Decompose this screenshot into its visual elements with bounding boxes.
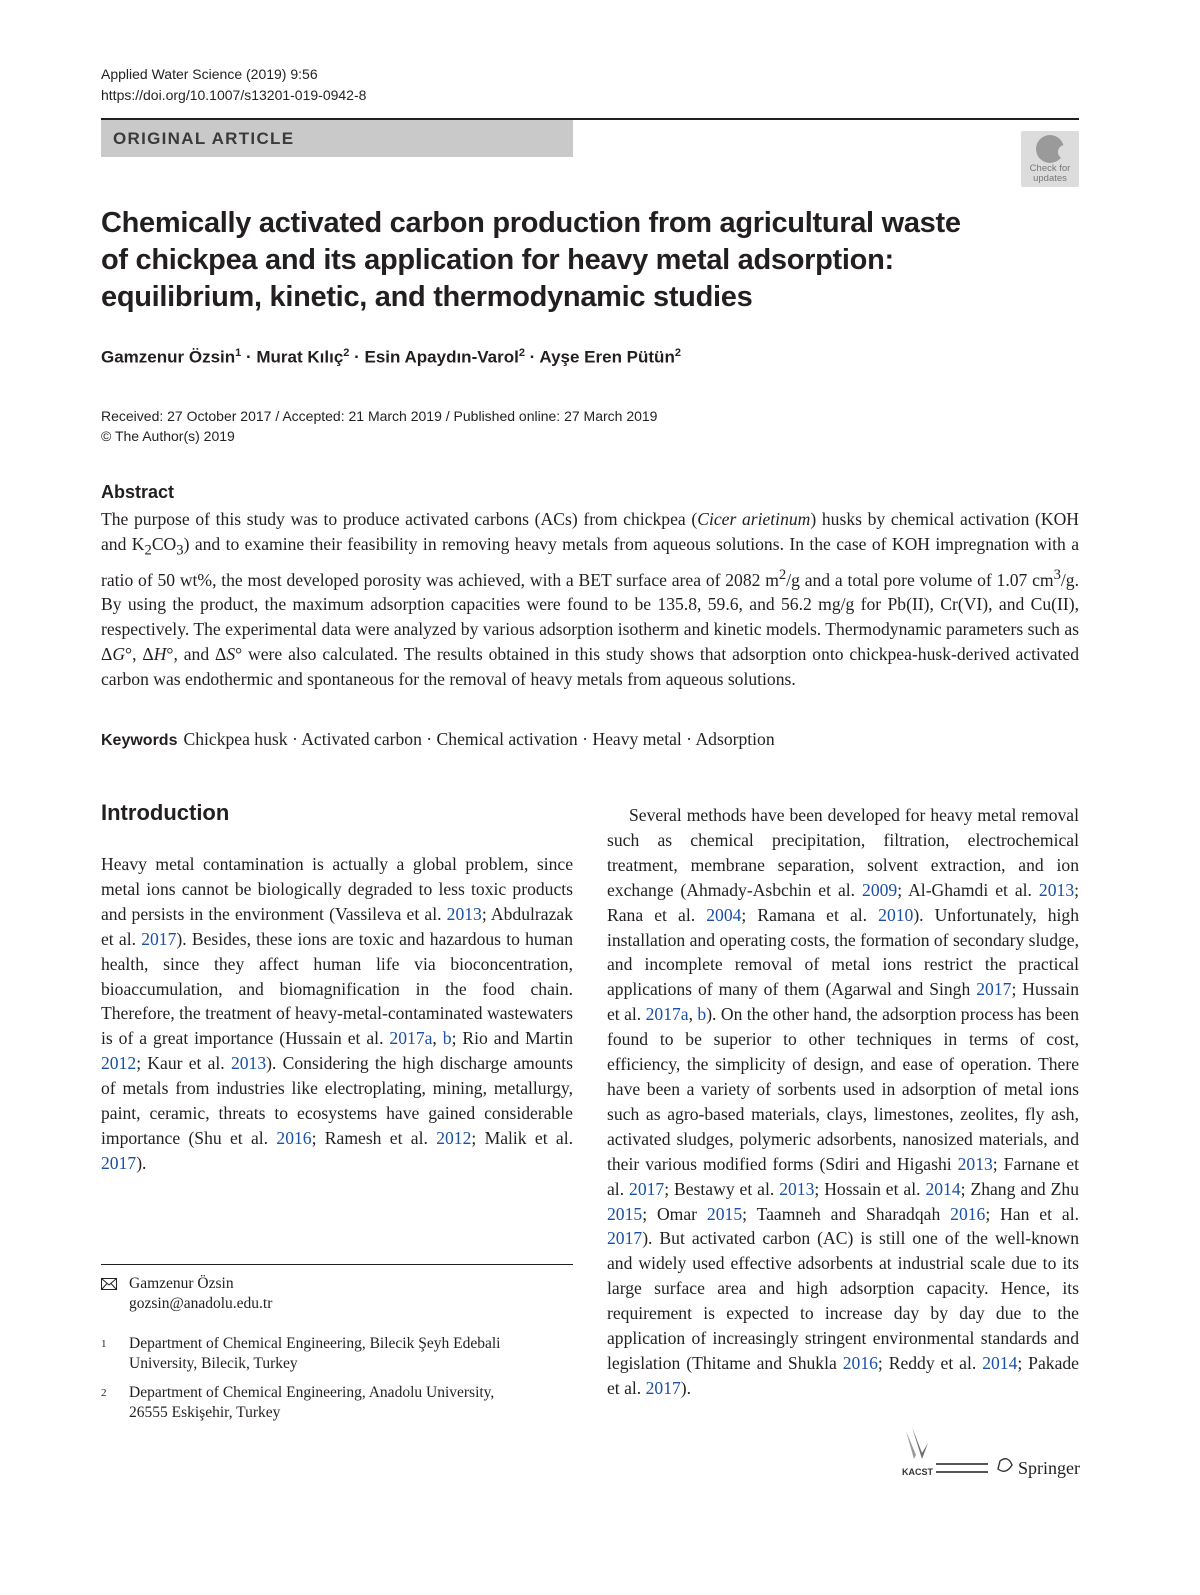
- citation-link[interactable]: 2015: [706, 1203, 743, 1224]
- contact-name: Gamzenur Özsin: [129, 1275, 234, 1292]
- affiliation-mark: 1: [101, 1338, 107, 1350]
- corresponding-author: [101, 1274, 573, 1314]
- author-affiliation-mark: 1: [235, 347, 242, 359]
- article-type-label: ORIGINAL ARTICLE: [113, 129, 295, 148]
- citation-link[interactable]: 2015: [607, 1203, 643, 1224]
- affiliation-mark: 2: [101, 1387, 107, 1399]
- citation-link[interactable]: 2012: [436, 1127, 472, 1148]
- footnote-rule: [101, 1264, 573, 1265]
- author-list: [101, 347, 681, 368]
- citation-link[interactable]: 2004: [706, 904, 742, 925]
- author-affiliation-mark: 2: [674, 347, 681, 359]
- copyright: © The Author(s) 2019: [101, 428, 235, 444]
- author-name[interactable]: Ayşe Eren Pütün: [539, 347, 675, 367]
- affiliation-1: [101, 1334, 573, 1374]
- keywords: [101, 729, 775, 750]
- publisher-logos: [892, 1425, 1082, 1485]
- check-updates-line2: updates: [1033, 173, 1067, 184]
- species-name: Cicer arietinum: [697, 509, 811, 529]
- citation-link[interactable]: b: [697, 1004, 707, 1025]
- author-name[interactable]: Murat Kılıç: [256, 347, 344, 367]
- intro-paragraph-1: Heavy metal contamination is actually a global problem, since metal ions cannot be biologically degraded to less toxic products and persists in the environment (Vassileva et al. 2013; Abdulrazak et al. 2017). Besides, these ions are toxic and hazardous to human health, since they affect human life via bioconcentration, bioaccumulation, and biomagnification in the food chain. Therefore, the treatment of heavy-metal-contaminated wastewaters is of a great importance (Hussain et al. 2017a, b; Rio and Martin 2012; Kaur et al. 2013). Considering the high discharge amounts of metals from industries like electroplating, mining, metallurgy, paint, ceramic, threats to ecosystems have gained considerable importance (Shu et al. 2016; Ramesh et al. 2012; Malik et al. 2017).: [101, 854, 574, 1173]
- abstract-heading: Abstract: [101, 482, 175, 502]
- history-dates: Received: 27 October 2017 / Accepted: 21 March 2019 / Published online: 27 March 2019: [101, 408, 658, 424]
- affiliation-line: 26555 Eskişehir, Turkey: [129, 1404, 281, 1421]
- check-for-updates-badge[interactable]: [1021, 131, 1079, 187]
- citation-link[interactable]: b: [442, 1028, 452, 1049]
- publication-dates: [101, 406, 657, 446]
- citation-link[interactable]: 2017: [607, 1228, 643, 1249]
- keywords-label: Keywords: [101, 732, 178, 749]
- citation-link[interactable]: 2016: [842, 1352, 878, 1373]
- citation-link[interactable]: 2016: [950, 1203, 986, 1224]
- title-line-1: Chemically activated carbon production from agricultural waste: [101, 207, 961, 239]
- affiliation-line: Department of Chemical Engineering, Bilecik Şeyh Edebali: [129, 1335, 501, 1352]
- title-line-2: of chickpea and its application for heavy metal adsorption:: [101, 244, 894, 276]
- author-separator: ·: [241, 347, 257, 367]
- envelope-icon: [101, 1274, 117, 1297]
- abstract-body: The purpose of this study was to produce activated carbons (ACs) from chickpea (Cicer arietinum) husks by chemical activation (KOH and $K_2CO_3$) and to examine their feasibility in removing heavy metals from aqueous solutions. In the case of KOH impregnation with a ratio of 50 wt%, the most developed porosity was achieved, with a BET surface area of 2082 $m^2/g$ and a total pore volume of 1.07 $cm^3/g$. By using the product, the maximum adsorption capacities were found to be 135.8, 59.6, and 56.2 mg/g for Pb(II), Cr(VI), and Cu(II), respectively. The experimental data were analyzed by various adsorption isotherm and kinetic models. Thermodynamic parameters such as ΔG°, ΔH°, and ΔS° were also calculated. The results obtained in this study shows that adsorption onto chickpea-husk-derived activated carbon was endothermic and spontaneous for the removal of heavy metals from aqueous solutions.: [101, 509, 1080, 689]
- affiliation-line: University, Bilecik, Turkey: [129, 1355, 298, 1372]
- article-type-banner: [101, 120, 573, 157]
- citation-link[interactable]: 2013: [779, 1178, 815, 1199]
- citation-link[interactable]: 2014: [925, 1178, 961, 1199]
- affiliation-2: [101, 1383, 573, 1423]
- author-separator: ·: [349, 347, 365, 367]
- doi-link[interactable]: https://doi.org/10.1007/s13201-019-0942-8: [101, 87, 367, 103]
- citation-link[interactable]: 2010: [878, 904, 914, 925]
- citation-link[interactable]: 2012: [101, 1053, 137, 1074]
- citation-link[interactable]: 2017a: [389, 1028, 433, 1049]
- citation-link[interactable]: 2013: [230, 1053, 267, 1074]
- citation-link[interactable]: 2017: [101, 1152, 137, 1173]
- svg-text:KACST: KACST: [902, 1467, 933, 1477]
- author-separator: ·: [524, 347, 540, 367]
- contact-email[interactable]: gozsin@anadolu.edu.tr: [129, 1295, 273, 1312]
- citation-link[interactable]: 2013: [1038, 879, 1075, 900]
- affiliation-line: Department of Chemical Engineering, Anadolu University,: [129, 1384, 495, 1401]
- author-affiliation-mark: 2: [343, 347, 350, 359]
- journal-header: [101, 64, 366, 106]
- article-title: [101, 205, 1001, 316]
- journal-citation: Applied Water Science (2019) 9:56: [101, 66, 318, 82]
- springer-logo-text: Springer: [1018, 1458, 1080, 1478]
- author-affiliation-mark: 2: [518, 347, 525, 359]
- introduction-right-column: [607, 803, 1079, 1401]
- title-line-3: equilibrium, kinetic, and thermodynamic studies: [101, 281, 753, 313]
- citation-link[interactable]: 2009: [862, 879, 898, 900]
- author-name[interactable]: Esin Apaydın-Varol: [364, 347, 519, 367]
- citation-link[interactable]: 2017a: [645, 1004, 689, 1025]
- intro-paragraph-2: Several methods have been developed for heavy metal removal such as chemical precipitation, filtration, electrochemical treatment, membrane separation, solvent extraction, and ion exchange (Ahmady-Asbchin et al. 2009; Al-Ghamdi et al. 2013; Rana et al. 2004; Ramana et al. 2010). Unfortunately, high installation and operating costs, the formation of secondary sludge, and incomplete removal of metal ions restrict the practical applications of many of them (Agarwal and Singh 2017; Hussain et al. 2017a, b). On the other hand, the adsorption process has been found to be superior to other techniques in terms of cost, efficiency, the simplicity of design, and ease of operation. There have been a variety of sorbents used in adsorption of metal ions such as agro-based materials, clays, limestones, zeolites, fly ash, activated sludges, polymeric adsorbents, nanosized materials, and their various modified forms (Sdiri and Higashi 2013; Farnane et al. 2017; Bestawy et al. 2013; Hossain et al. 2014; Zhang and Zhu 2015; Omar 2015; Taamneh and Sharadqah 2016; Han et al. 2017). But activated carbon (AC) is still one of the well-known and widely used effective adsorbents at industrial scale due to its large surface area and high adsorption capacity. Hence, its requirement is expected to increase day by day due to the application of increasingly stringent environmental standards and legislation (Thitame and Shukla 2016; Reddy et al. 2014; Pakade et al. 2017).: [607, 805, 1080, 1398]
- check-updates-line1: Check for: [1029, 163, 1071, 174]
- citation-link[interactable]: 2017: [141, 928, 177, 949]
- introduction-heading: Introduction: [101, 800, 230, 825]
- citation-link[interactable]: 2016: [276, 1127, 312, 1148]
- check-updates-icon: [1036, 135, 1064, 163]
- citation-link[interactable]: 2017: [645, 1377, 681, 1398]
- citation-link[interactable]: 2013: [957, 1153, 993, 1174]
- citation-link[interactable]: 2017: [629, 1178, 665, 1199]
- citation-link[interactable]: 2013: [446, 903, 482, 924]
- citation-link[interactable]: 2014: [982, 1352, 1018, 1373]
- keywords-list: Chickpea husk · Activated carbon · Chemical activation · Heavy metal · Adsorption: [183, 729, 775, 749]
- introduction-left-column: [101, 852, 573, 1176]
- citation-link[interactable]: 2017: [976, 979, 1012, 1000]
- author-name[interactable]: Gamzenur Özsin: [101, 347, 236, 367]
